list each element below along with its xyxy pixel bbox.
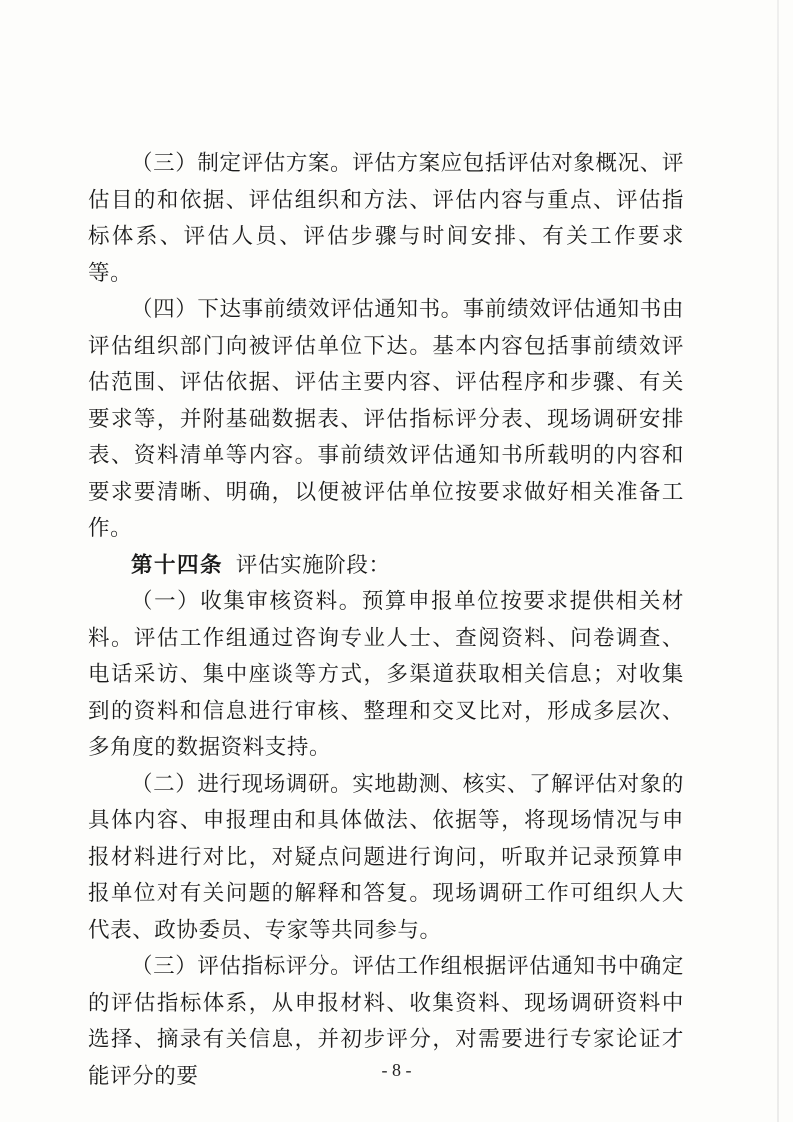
page-number: - 8 - [381, 1060, 412, 1080]
paragraph-indicator-scoring: （三）评估指标评分。评估工作组根据评估通知书中确定的评估指标体系，从申报材料、收集资料、现场调研资料中选择、摘录有关信息，并初步评分，对需要进行专家论证才能评分的要 [88, 954, 684, 1089]
paragraph-issue-notice: （四）下达事前绩效评估通知书。事前绩效评估通知书由评估组织部门向被评估单位下达。基本内容包括事前绩效评估范围、评估依据、评估主要内容、评估程序和步骤、有关要求等，并附基础数据表、评估指标评分表、现场调研安排表、资料清单等内容。事前绩效评估通知书所载明的内容和要求要清晰、明确，以便被评估单位按要求做好相关准备工作。 [88, 297, 684, 541]
document-body [88, 146, 684, 1095]
article-14-line [88, 548, 684, 585]
paragraph-field-research: （二）进行现场调研。实地勘测、核实、了解评估对象的具体内容、申报理由和具体做法、依据等，将现场情况与申报材料进行对比，对疑点问题进行询问，听取并记录预算申报单位对有关问题的解释和答复。现场调研工作可组织人大代表、政协委员、专家等共同参与。 [88, 771, 684, 943]
paragraph-formulate-plan: （三）制定评估方案。评估方案应包括评估对象概况、评估目的和依据、评估组织和方法、评估内容与重点、评估指标体系、评估人员、评估步骤与时间安排、有关工作要求等。 [88, 151, 684, 286]
scan-edge-shadow [777, 0, 779, 1122]
paragraph-collect-materials: （一）收集审核资料。预算申报单位按要求提供相关材料。评估工作组通过咨询专业人士、查阅资料、问卷调查、电话采访、集中座谈等方式，多渠道获取相关信息；对收集到的资料和信息进行审核、整理和交叉比对，形成多层次、多角度的数据资料支持。 [88, 589, 684, 760]
article-heading: 第十四条 [131, 552, 224, 578]
article-title: 评估实施阶段： [235, 552, 391, 578]
